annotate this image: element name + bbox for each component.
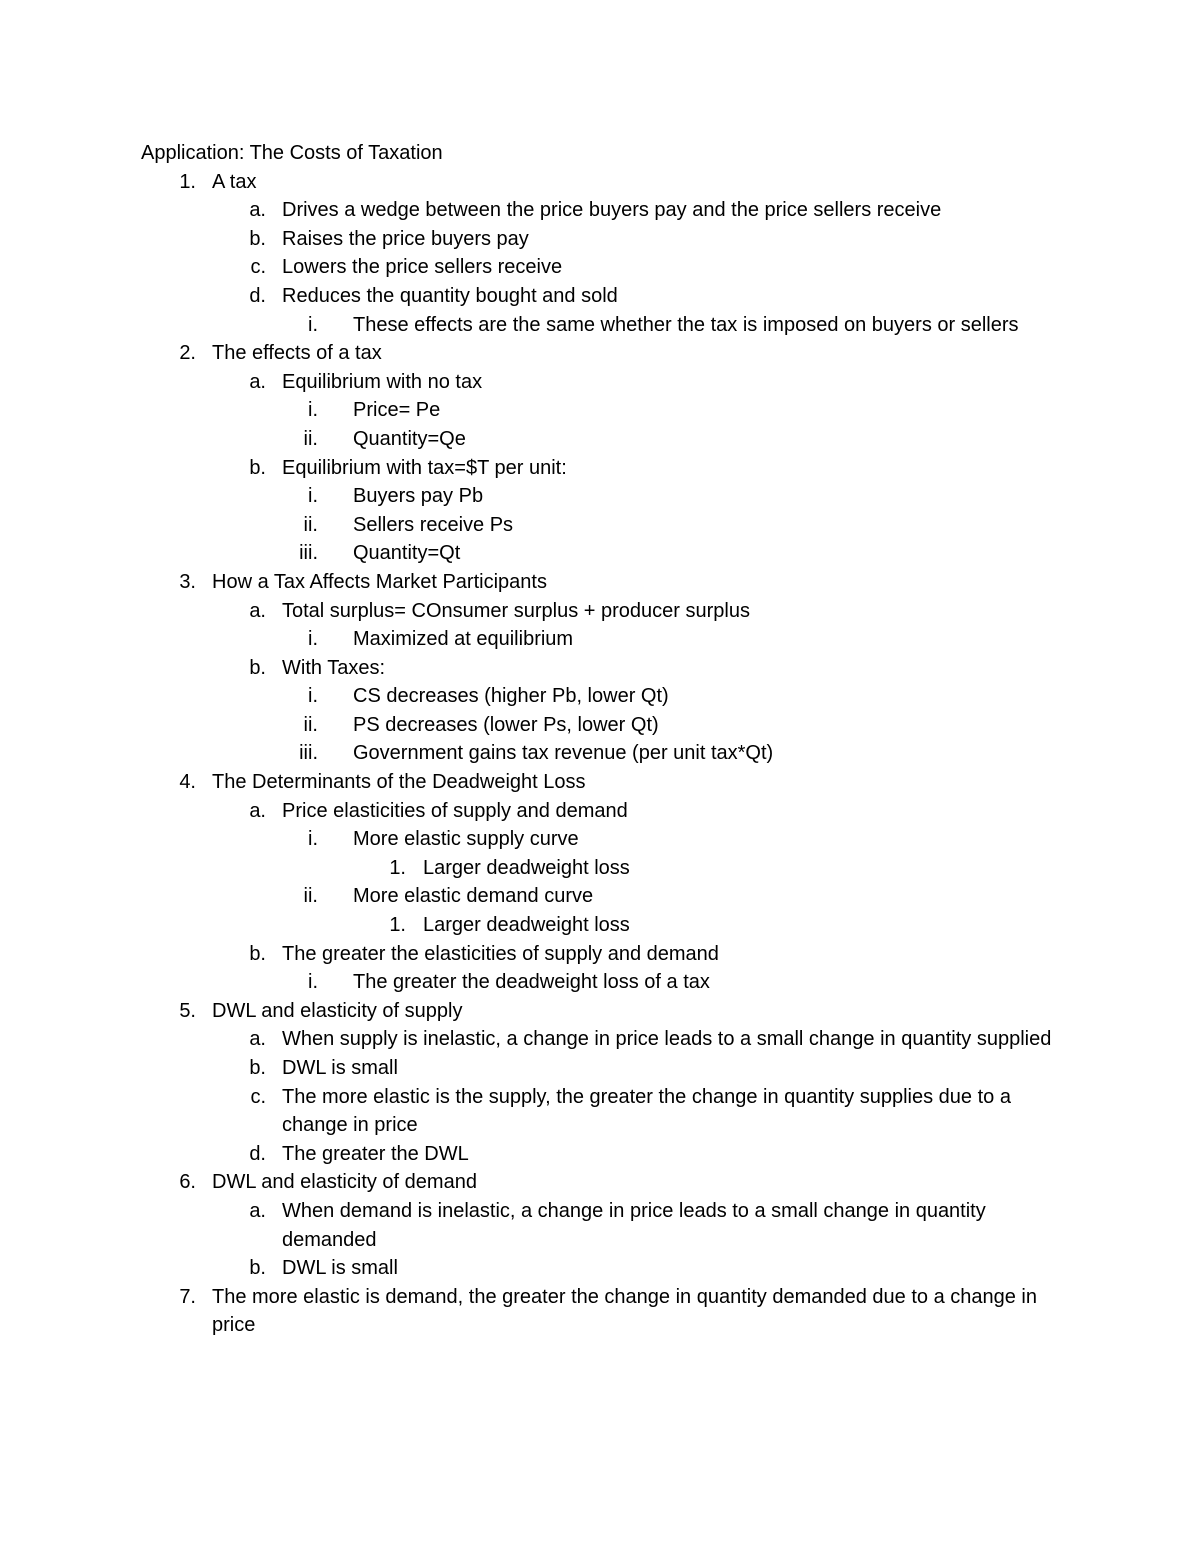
outline-item-level-1 [141, 168, 1061, 197]
list-item-text: When supply is inelastic, a change in price leads to a small change in quantity supplied [282, 1028, 1052, 1051]
outline-item-level-1 [141, 339, 1061, 368]
outline-item-level-2 [141, 1025, 1061, 1054]
list-marker: i. [308, 485, 318, 508]
list-item-text: Price= Pe [353, 399, 441, 422]
list-item-text: DWL and elasticity of supply [212, 999, 463, 1022]
list-marker: i. [308, 971, 318, 994]
outline-item-level-3 [141, 396, 1061, 425]
outline-item-level-2 [141, 1254, 1061, 1283]
outline-item-level-3 [141, 882, 1061, 911]
outline-item-level-2 [141, 454, 1061, 483]
list-item-text: Reduces the quantity bought and sold [282, 284, 618, 307]
list-marker: c. [250, 256, 266, 279]
list-item-text: More elastic supply curve [353, 828, 579, 851]
list-marker: 1. [389, 856, 406, 879]
list-item-text: These effects are the same whether the tax is imposed on buyers or sellers [353, 313, 1019, 336]
list-marker: 6. [179, 1171, 196, 1194]
list-item-text: DWL is small [282, 1057, 398, 1079]
list-item-text: The effects of a tax [212, 342, 382, 365]
list-marker: ii. [303, 713, 318, 736]
list-item-text: Equilibrium with tax=$T per unit: [282, 456, 567, 479]
list-item-text: Price elasticities of supply and demand [282, 799, 628, 822]
outline-item-level-3 [141, 825, 1061, 854]
list-item-text: When demand is inelastic, a change in price leads to a small change in quantity demanded [282, 1199, 986, 1251]
list-marker: i. [308, 313, 318, 336]
outline-item-level-3 [141, 482, 1061, 511]
outline-item-level-3 [141, 968, 1061, 997]
outline-item-level-4 [141, 854, 1061, 883]
list-item-text: Larger deadweight loss [423, 914, 630, 937]
outline-item-level-3 [141, 625, 1061, 654]
list-item-text: Raises the price buyers pay [282, 227, 529, 250]
list-item-text: Sellers receive Ps [353, 513, 514, 536]
list-item-text: Lowers the price sellers receive [282, 256, 563, 279]
list-marker: a. [249, 1028, 266, 1051]
list-item-text: Total surplus= COnsumer surplus + producer surplus [282, 599, 750, 622]
outline-item-level-2 [141, 196, 1061, 225]
outline-item-level-3 [141, 311, 1061, 340]
list-marker: c. [250, 1085, 266, 1108]
list-item-text: The more elastic is the supply, the greater the change in quantity supplies due to a change in price [282, 1085, 1011, 1137]
list-item-text: The greater the DWL [282, 1142, 469, 1165]
outline-item-level-2 [141, 940, 1061, 969]
list-item-text: More elastic demand curve [353, 885, 594, 908]
list-item-text: DWL and elasticity of demand [212, 1171, 477, 1194]
outline-item-level-2 [141, 1197, 1061, 1254]
list-marker: a. [249, 199, 266, 222]
list-marker: 4. [179, 771, 196, 794]
list-marker: i. [308, 828, 318, 851]
list-item-text: Drives a wedge between the price buyers pay and the price sellers receive [282, 199, 942, 222]
outline-item-level-2 [141, 253, 1061, 282]
outline-item-level-3 [141, 682, 1061, 711]
list-item-text: Maximized at equilibrium [353, 628, 574, 651]
list-marker: 1. [389, 914, 406, 937]
list-item-text: Government gains tax revenue (per unit tax*Qt) [353, 742, 774, 765]
list-marker: b. [249, 942, 266, 965]
outline-item-level-1 [141, 1168, 1061, 1197]
outline-item-level-2 [141, 597, 1061, 626]
list-marker: ii. [303, 513, 318, 536]
outline-item-level-3 [141, 425, 1061, 454]
document-title: Application: The Costs of Taxation [141, 142, 443, 164]
list-item-text: Equilibrium with no tax [282, 370, 483, 393]
list-item-text: A tax [212, 170, 257, 193]
outline-item-level-2 [141, 225, 1061, 254]
list-marker: d. [249, 284, 266, 307]
list-item-text: CS decreases (higher Pb, lower Qt) [353, 685, 669, 708]
list-marker: b. [249, 1257, 266, 1280]
document-body [141, 139, 1061, 1340]
outline-item-level-2 [141, 1054, 1061, 1083]
outline-item-level-3 [141, 539, 1061, 568]
outline-item-level-1 [141, 568, 1061, 597]
list-item-text: PS decreases (lower Ps, lower Qt) [353, 713, 659, 736]
outline-item-level-2 [141, 797, 1061, 826]
list-marker: a. [249, 370, 266, 393]
list-item-text: The greater the deadweight loss of a tax [353, 971, 710, 994]
list-marker: ii. [303, 885, 318, 908]
outline-item-level-2 [141, 368, 1061, 397]
list-item-text: DWL is small [282, 1257, 398, 1280]
list-item-text: Larger deadweight loss [423, 856, 630, 879]
list-marker: ii. [303, 427, 318, 450]
list-item-text: How a Tax Affects Market Participants [212, 570, 547, 593]
outline-item-level-3 [141, 711, 1061, 740]
list-marker: b. [249, 1057, 266, 1079]
list-marker: 3. [179, 570, 196, 593]
list-item-text: Quantity=Qt [353, 542, 461, 565]
list-marker: a. [249, 799, 266, 822]
outline-item-level-4 [141, 911, 1061, 940]
list-item-text: Quantity=Qe [353, 427, 466, 450]
list-marker: b. [249, 456, 266, 479]
list-item-text: With Taxes: [282, 656, 385, 679]
list-item-text: The more elastic is demand, the greater the change in quantity demanded due to a change in price [212, 1285, 1037, 1337]
outline-item-level-2 [141, 654, 1061, 683]
list-marker: 2. [179, 342, 196, 365]
outline-item-level-2 [141, 1140, 1061, 1169]
outline-item-level-2 [141, 1083, 1061, 1140]
list-marker: i. [308, 685, 318, 708]
list-marker: 5. [179, 999, 196, 1022]
list-marker: iii. [299, 542, 318, 565]
list-marker: a. [249, 1199, 266, 1222]
outline-item-level-1 [141, 1283, 1061, 1340]
list-marker: i. [308, 628, 318, 651]
list-marker: b. [249, 656, 266, 679]
list-item-text: Buyers pay Pb [353, 485, 484, 508]
outline-list [141, 168, 1061, 1340]
outline-item-level-2 [141, 282, 1061, 311]
list-marker: i. [308, 399, 318, 422]
outline-item-level-3 [141, 739, 1061, 768]
outline-item-level-1 [141, 997, 1061, 1026]
list-item-text: The greater the elasticities of supply and demand [282, 942, 719, 965]
list-marker: iii. [299, 742, 318, 765]
list-marker: a. [249, 599, 266, 622]
list-marker: d. [249, 1142, 266, 1165]
outline-item-level-3 [141, 511, 1061, 540]
list-marker: 1. [179, 170, 196, 193]
outline-item-level-1 [141, 768, 1061, 797]
list-item-text: The Determinants of the Deadweight Loss [212, 771, 586, 794]
list-marker: b. [249, 227, 266, 250]
list-marker: 7. [179, 1285, 196, 1308]
